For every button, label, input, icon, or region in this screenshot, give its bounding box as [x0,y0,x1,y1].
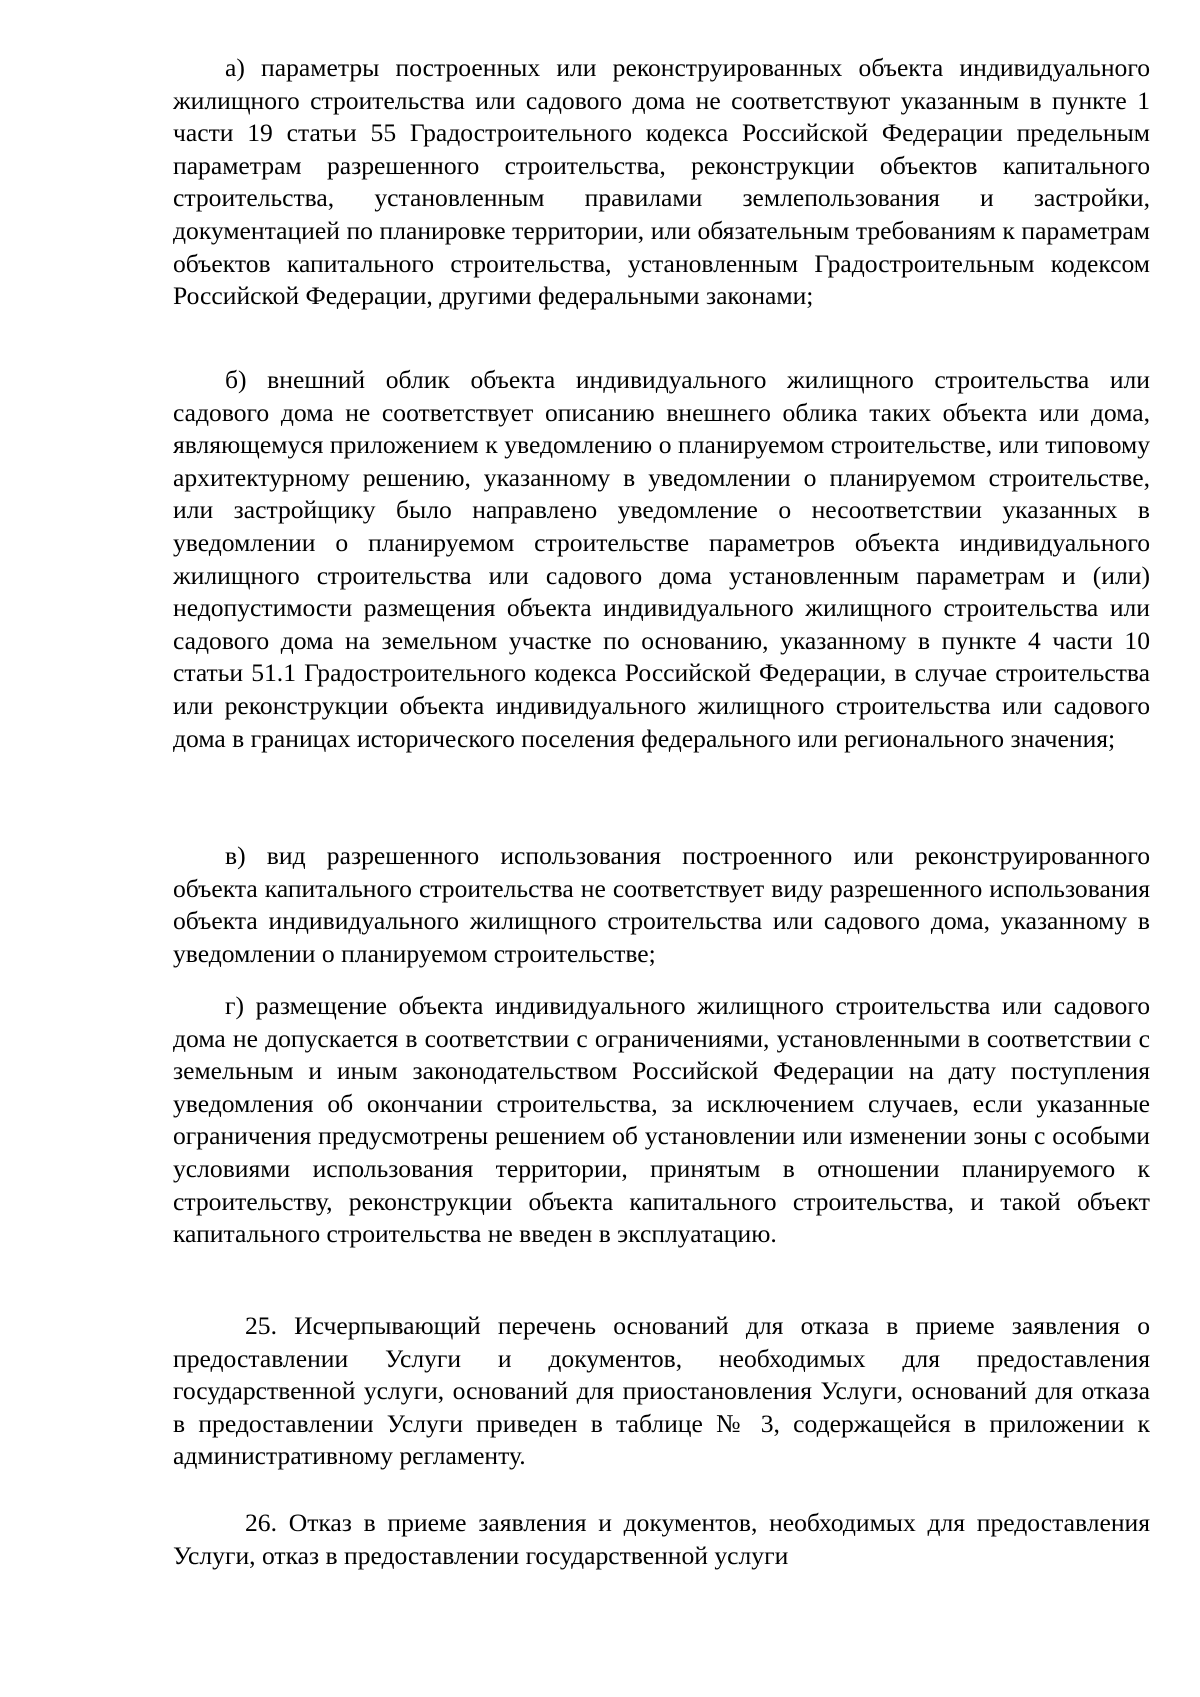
numbered-item-25-paragraph [173,1310,1150,1473]
paragraph-a-text: а) параметры построенных или реконструированных объекта индивидуального жилищного строительства или садового дома не соответствуют указанным в пункте 1 части 19 статьи 55 Градостроительного кодекса Российской Федерации предельным параметрам разрешенного строительства, реконструкции объектов капитального строительства, установленным правилами землепользования и застройки, документацией по планировке территории, или обязательным требованиям к параметрам объектов капитального строительства, установленным Градостроительным кодексом Российской Федерации, другими федеральными законами; [173,53,1150,311]
paragraph-b [173,364,1150,755]
paragraph-b-text: б) внешний облик объекта индивидуального жилищного строительства или садового дома не соответствует описанию внешнего облика таких объекта или дома, являющемуся приложением к уведомлению о планируемом строительстве, или типовому архитектурному решению, указанному в уведомлении о планируемом строительстве, или застройщику было направлено уведомление о несоответствии указанных в уведомлении о планируемом строительстве параметров объекта индивидуального жилищного строительства или садового дома установленным параметрам и (или) недопустимости размещения объекта индивидуального жилищного строительства или садового дома на земельном участке по основанию, указанному в пункте 4 части 10 статьи 51.1 Градостроительного кодекса Российской Федерации, в случае строительства или реконструкции объекта индивидуального жилищного строительства или садового дома в границах исторического поселения федерального или регионального значения; [173,365,1150,753]
paragraph-v [173,840,1150,970]
paragraph-v-text: в) вид разрешенного использования построенного или реконструированного объекта капитального строительства не соответствует виду разрешенного использования объекта индивидуального жилищного строительства или садового дома, указанному в уведомлении о планируемом строительстве; [173,841,1150,968]
paragraph-g [173,990,1150,1251]
item-number: 26. [245,1508,277,1537]
numbered-item-26-paragraph [173,1507,1150,1572]
numbered-item-26 [173,1507,1150,1572]
numbered-item-25 [173,1310,1150,1473]
paragraph-g-text: г) размещение объекта индивидуального жилищного строительства или садового дома не допускается в соответствии с ограничениями, установленными в соответствии с земельным и иным законодательством Российской Федерации на дату поступления уведомления об окончании строительства, за исключением случаев, если указанные ограничения предусмотрены решением об установлении или изменении зоны с особыми условиями использования территории, принятым в отношении планируемого к строительству, реконструкции объекта капитального строительства, и такой объект капитального строительства не введен в эксплуатацию. [173,991,1150,1249]
item-text: Исчерпывающий перечень оснований для отказа в приеме заявления о предоставлении Услуги и документов, необходимых для предоставления государственной услуги, оснований для приостановления Услуги, оснований для отказа в предоставлении Услуги приведен в таблице № 3, содержащейся в приложении к административному регламенту. [173,1311,1150,1471]
item-number: 25. [245,1311,277,1340]
item-text: Отказ в приеме заявления и документов, необходимых для предоставления Услуги, отказ в предоставлении государственной услуги [173,1508,1150,1570]
paragraph-a [173,52,1150,313]
